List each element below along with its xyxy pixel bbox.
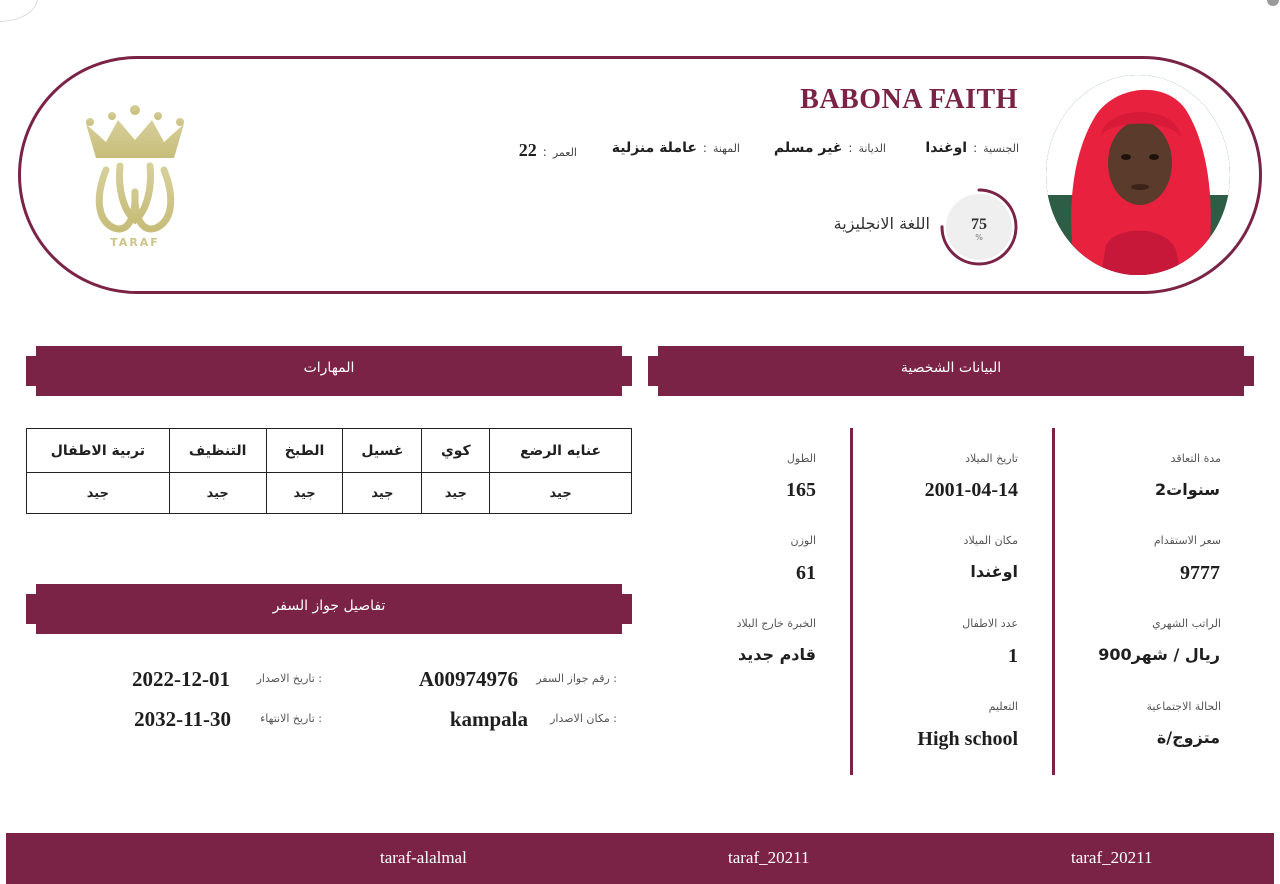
- dob-value: 2001-04-14: [924, 479, 1018, 501]
- skill-header: تربية الاطفال: [27, 429, 170, 473]
- skill-rating: جيد: [169, 473, 266, 514]
- personal-title: البيانات الشخصية: [900, 360, 1002, 376]
- issue-date-label: تاريخ الاصدار :: [256, 672, 322, 685]
- weight-value: 61: [796, 562, 816, 584]
- nationality-field: [925, 140, 1019, 156]
- skill-header: التنظيف: [169, 429, 266, 473]
- skill-header: كوي: [422, 429, 490, 473]
- recruit-price-label: سعر الاستقدام: [1153, 534, 1221, 547]
- skill-rating: جيد: [422, 473, 490, 514]
- birthplace-label: مكان الميلاد: [963, 534, 1018, 547]
- footer-link-social[interactable]: taraf_20211: [728, 848, 810, 867]
- separator: :: [542, 145, 547, 159]
- scroll-indicator[interactable]: [1267, 0, 1279, 6]
- salary-value: 900ريال / شهر: [1098, 645, 1220, 664]
- issue-place-value: kampala: [449, 707, 528, 731]
- birthplace-value: اوغندا: [970, 562, 1018, 581]
- profession-field: [612, 140, 740, 156]
- expiry-date-label: تاريخ الانتهاء :: [260, 712, 322, 725]
- passport-number-value: A00974976: [418, 667, 518, 691]
- profile-photo: [1046, 75, 1230, 275]
- worker-name: BABONA FAITH: [800, 84, 1018, 115]
- age-field: [519, 140, 577, 161]
- skills-table: [26, 428, 632, 514]
- expiry-date-value: 2032-11-30: [134, 707, 231, 731]
- nationality-label: الجنسية: [983, 142, 1019, 155]
- religion-value: غير مسلم: [773, 140, 843, 156]
- column-divider: [1052, 428, 1055, 775]
- height-label: الطول: [786, 452, 816, 465]
- taraf-logo: [78, 100, 192, 250]
- dob-label: تاريخ الميلاد: [965, 452, 1018, 465]
- skills-title: المهارات: [303, 360, 355, 376]
- crown-icon: [86, 105, 184, 158]
- religion-label: الديانة: [858, 142, 886, 155]
- skills-header-row: [27, 429, 632, 473]
- contract-value: 2سنوات: [1155, 480, 1220, 499]
- nationality-value: اوغندا: [925, 140, 968, 156]
- skill-header: غسيل: [343, 429, 422, 473]
- passport-title: تفاصيل جواز السفر: [272, 598, 386, 614]
- passport-number-label: رقم جواز السفر :: [536, 672, 617, 685]
- personal-section-header: [648, 346, 1254, 396]
- monogram-icon: [99, 158, 170, 229]
- weight-label: الوزن: [790, 534, 816, 547]
- column-divider: [850, 428, 853, 775]
- skill-rating: جيد: [27, 473, 170, 514]
- religion-field: [774, 140, 886, 156]
- english-level-label: اللغة الانجليزية: [833, 214, 930, 233]
- education-value: High school: [917, 728, 1018, 750]
- skills-section-header: [26, 346, 632, 396]
- children-value: 1: [1008, 645, 1018, 667]
- footer-link-social[interactable]: taraf_20211: [1071, 848, 1153, 867]
- skill-header: عنايه الرضع: [490, 429, 632, 473]
- marital-status-value: متزوج/ة: [1156, 728, 1220, 747]
- education-label: التعليم: [988, 700, 1018, 713]
- children-label: عدد الاطفال: [962, 617, 1018, 630]
- english-level-value: 75: [971, 216, 987, 233]
- profession-label: المهنة: [712, 142, 740, 155]
- issue-date-value: 2022-12-01: [132, 667, 230, 691]
- age-value: 22: [518, 140, 537, 160]
- english-level-gauge: [938, 186, 1020, 268]
- skill-rating: جيد: [490, 473, 632, 514]
- salary-label: الراتب الشهري: [1152, 617, 1221, 630]
- footer-link-website[interactable]: taraf-alalmal: [380, 848, 467, 867]
- profession-value: عاملة منزلية: [611, 140, 697, 156]
- experience-value: قادم جديد: [737, 645, 816, 664]
- separator: :: [848, 141, 853, 155]
- skill-header: الطبخ: [266, 429, 343, 473]
- height-value: 165: [786, 479, 816, 501]
- corner-decoration: [0, 0, 38, 22]
- separator: :: [702, 141, 707, 155]
- recruit-price-value: 9777: [1180, 562, 1220, 584]
- issue-place-label: مكان الاصدار :: [550, 712, 617, 725]
- marital-status-label: الحالة الاجتماعية: [1146, 700, 1221, 713]
- skill-rating: جيد: [266, 473, 343, 514]
- age-label: العمر: [552, 146, 577, 159]
- logo-text: TARAF: [110, 236, 160, 249]
- separator: :: [973, 141, 978, 155]
- english-level-unit: %: [975, 233, 983, 242]
- contract-label: مدة التعاقد: [1170, 452, 1221, 465]
- experience-label: الخبرة خارج البلاد: [736, 617, 816, 630]
- passport-section-header: [26, 584, 632, 634]
- skill-rating: جيد: [343, 473, 422, 514]
- skills-value-row: [27, 473, 632, 514]
